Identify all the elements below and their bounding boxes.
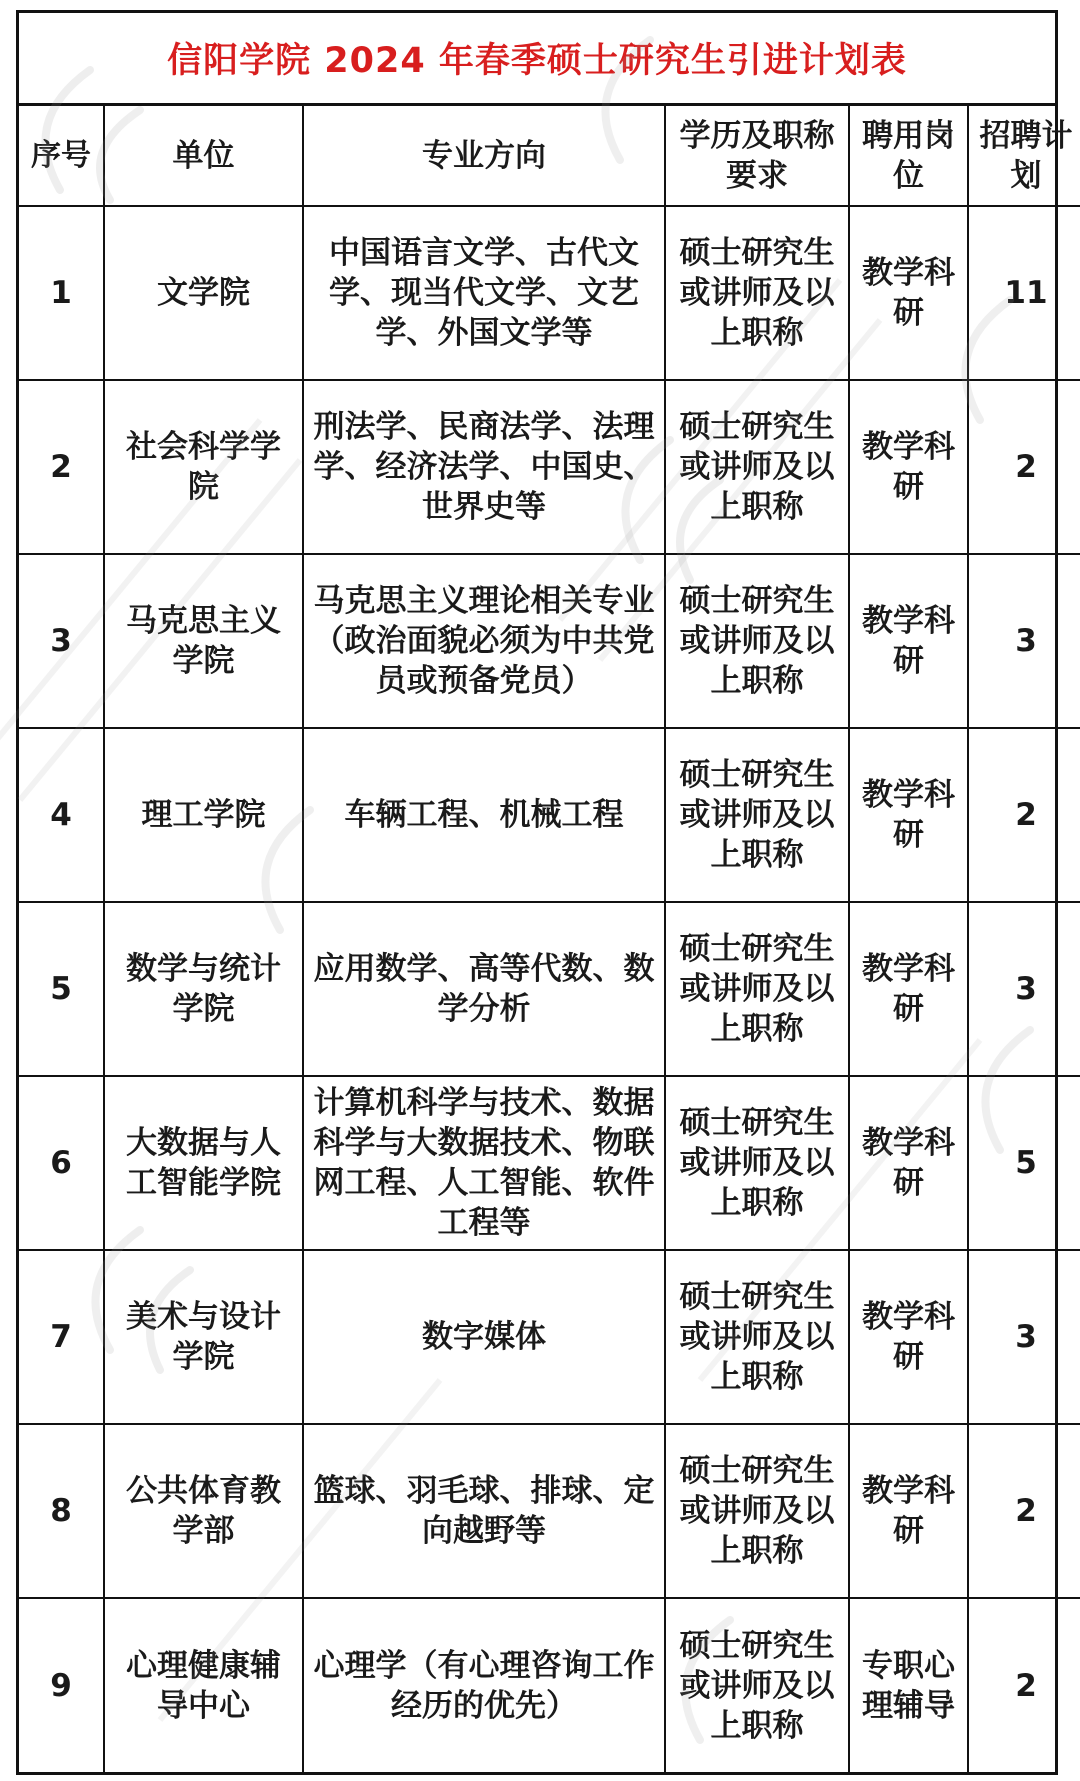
- cell-major: 计算机科学与技术、数据科学与大数据技术、物联网工程、人工智能、软件工程等: [303, 1076, 665, 1250]
- cell-unit: 心理健康辅导中心: [104, 1598, 303, 1772]
- cell-no: 2: [19, 380, 104, 554]
- cell-major: 中国语言文学、古代文学、现当代文学、文艺学、外国文学等: [303, 206, 665, 380]
- cell-edu: 硕士研究生或讲师及以上职称: [665, 1424, 849, 1598]
- cell-plan: 3: [968, 902, 1080, 1076]
- table-row: [19, 380, 1080, 554]
- cell-post: 教学科研: [849, 1250, 968, 1424]
- cell-no: 8: [19, 1424, 104, 1598]
- recruitment-table: [19, 106, 1080, 1772]
- table-row: [19, 728, 1080, 902]
- cell-no: 1: [19, 206, 104, 380]
- cell-plan: 3: [968, 1250, 1080, 1424]
- table-row: [19, 1424, 1080, 1598]
- cell-plan: 2: [968, 1598, 1080, 1772]
- cell-major: 刑法学、民商法学、法理学、经济法学、中国史、世界史等: [303, 380, 665, 554]
- cell-unit: 马克思主义学院: [104, 554, 303, 728]
- cell-major: 篮球、羽毛球、排球、定向越野等: [303, 1424, 665, 1598]
- cell-post: 教学科研: [849, 728, 968, 902]
- header-major: 专业方向: [303, 106, 665, 206]
- cell-unit: 社会科学学院: [104, 380, 303, 554]
- cell-edu: 硕士研究生或讲师及以上职称: [665, 1598, 849, 1772]
- cell-unit: 文学院: [104, 206, 303, 380]
- cell-no: 4: [19, 728, 104, 902]
- cell-plan: 3: [968, 554, 1080, 728]
- cell-post: 教学科研: [849, 380, 968, 554]
- cell-post: 专职心理辅导: [849, 1598, 968, 1772]
- cell-no: 7: [19, 1250, 104, 1424]
- table-row: [19, 1598, 1080, 1772]
- table-header-row: [19, 106, 1080, 206]
- cell-no: 3: [19, 554, 104, 728]
- cell-plan: 2: [968, 380, 1080, 554]
- cell-edu: 硕士研究生或讲师及以上职称: [665, 1076, 849, 1250]
- cell-no: 9: [19, 1598, 104, 1772]
- table-row: [19, 1250, 1080, 1424]
- cell-major: 车辆工程、机械工程: [303, 728, 665, 902]
- table-row: [19, 902, 1080, 1076]
- header-unit: 单位: [104, 106, 303, 206]
- cell-plan: 2: [968, 1424, 1080, 1598]
- cell-unit: 公共体育教学部: [104, 1424, 303, 1598]
- cell-edu: 硕士研究生或讲师及以上职称: [665, 728, 849, 902]
- cell-post: 教学科研: [849, 1076, 968, 1250]
- cell-post: 教学科研: [849, 206, 968, 380]
- cell-major: 马克思主义理论相关专业（政治面貌必须为中共党员或预备党员）: [303, 554, 665, 728]
- table-row: [19, 554, 1080, 728]
- cell-post: 教学科研: [849, 554, 968, 728]
- cell-edu: 硕士研究生或讲师及以上职称: [665, 554, 849, 728]
- cell-no: 5: [19, 902, 104, 1076]
- table-row: [19, 1076, 1080, 1250]
- cell-unit: 大数据与人工智能学院: [104, 1076, 303, 1250]
- cell-major: 心理学（有心理咨询工作经历的优先）: [303, 1598, 665, 1772]
- cell-unit: 数学与统计学院: [104, 902, 303, 1076]
- header-edu: 学历及职称要求: [665, 106, 849, 206]
- cell-no: 6: [19, 1076, 104, 1250]
- cell-plan: 2: [968, 728, 1080, 902]
- cell-edu: 硕士研究生或讲师及以上职称: [665, 206, 849, 380]
- cell-edu: 硕士研究生或讲师及以上职称: [665, 902, 849, 1076]
- header-plan: 招聘计划: [968, 106, 1080, 206]
- cell-unit: 理工学院: [104, 728, 303, 902]
- recruitment-table-sheet: [16, 10, 1073, 1775]
- cell-edu: 硕士研究生或讲师及以上职称: [665, 1250, 849, 1424]
- header-no: 序号: [19, 106, 104, 206]
- cell-post: 教学科研: [849, 902, 968, 1076]
- cell-post: 教学科研: [849, 1424, 968, 1598]
- table-row: [19, 206, 1080, 380]
- cell-unit: 美术与设计学院: [104, 1250, 303, 1424]
- page-title: 信阳学院 2024 年春季硕士研究生引进计划表: [19, 13, 1055, 106]
- cell-major: 应用数学、高等代数、数学分析: [303, 902, 665, 1076]
- cell-major: 数字媒体: [303, 1250, 665, 1424]
- cell-edu: 硕士研究生或讲师及以上职称: [665, 380, 849, 554]
- header-post: 聘用岗位: [849, 106, 968, 206]
- cell-plan: 5: [968, 1076, 1080, 1250]
- cell-plan: 11: [968, 206, 1080, 380]
